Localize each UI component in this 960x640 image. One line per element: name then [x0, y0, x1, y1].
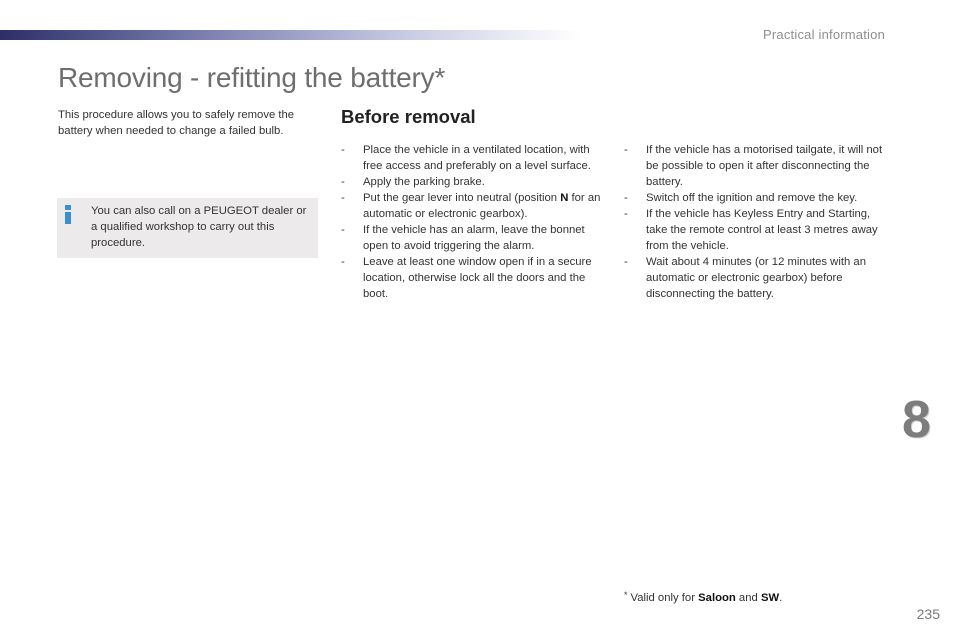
list-item: - Wait about 4 minutes (or 12 minutes with an automatic or electronic gearbox) before disconnecting the battery.: [624, 254, 892, 302]
header-gradient-bar: [0, 30, 580, 40]
gear-position: N: [560, 192, 569, 204]
model-sw: SW: [760, 592, 780, 604]
footnote-suffix: .: [779, 592, 783, 604]
list-item: - Apply the parking brake.: [341, 174, 603, 190]
info-icon: [64, 205, 72, 224]
step-text: Put the gear lever into neutral (position: [363, 192, 561, 204]
page-number: 235: [916, 606, 940, 622]
step-text: for an automatic or electronic gearbox).: [363, 192, 601, 220]
list-item: - Switch off the ignition and remove the key.: [624, 190, 892, 206]
steps-list-col1: [341, 142, 603, 302]
steps-list-col2: [624, 142, 892, 302]
footnote-prefix: Valid only for: [630, 592, 699, 604]
page-title: Removing - refitting the battery*: [58, 62, 446, 93]
list-item: - If the vehicle has a motorised tailgate, it will not be possible to open it after disconnecting the battery.: [624, 142, 892, 190]
chapter-number: 8: [902, 391, 931, 449]
info-box: [57, 198, 318, 258]
list-item: - If the vehicle has Keyless Entry and Starting, take the remote control at least 3 metres away from the vehicle.: [624, 206, 892, 254]
intro-text: This procedure allows you to safely remove the battery when needed to change a failed bulb.: [58, 109, 295, 137]
footnote: [624, 587, 782, 606]
footnote-star: *: [624, 590, 628, 600]
section-header: Practical information: [763, 27, 885, 42]
list-item: - Leave at least one window open if in a secure location, otherwise lock all the doors and the boot.: [341, 254, 603, 302]
footnote-joiner: and: [735, 592, 761, 604]
list-item: - Place the vehicle in a ventilated location, with free access and preferably on a level surface.: [341, 142, 603, 174]
before-removal-heading: Before removal: [341, 106, 476, 127]
model-saloon: Saloon: [698, 592, 736, 604]
info-text: You can also call on a PEUGEOT dealer or a qualified workshop to carry out this procedure.: [91, 205, 307, 249]
list-item: - If the vehicle has an alarm, leave the bonnet open to avoid triggering the alarm.: [341, 222, 603, 254]
list-item: [341, 190, 603, 222]
